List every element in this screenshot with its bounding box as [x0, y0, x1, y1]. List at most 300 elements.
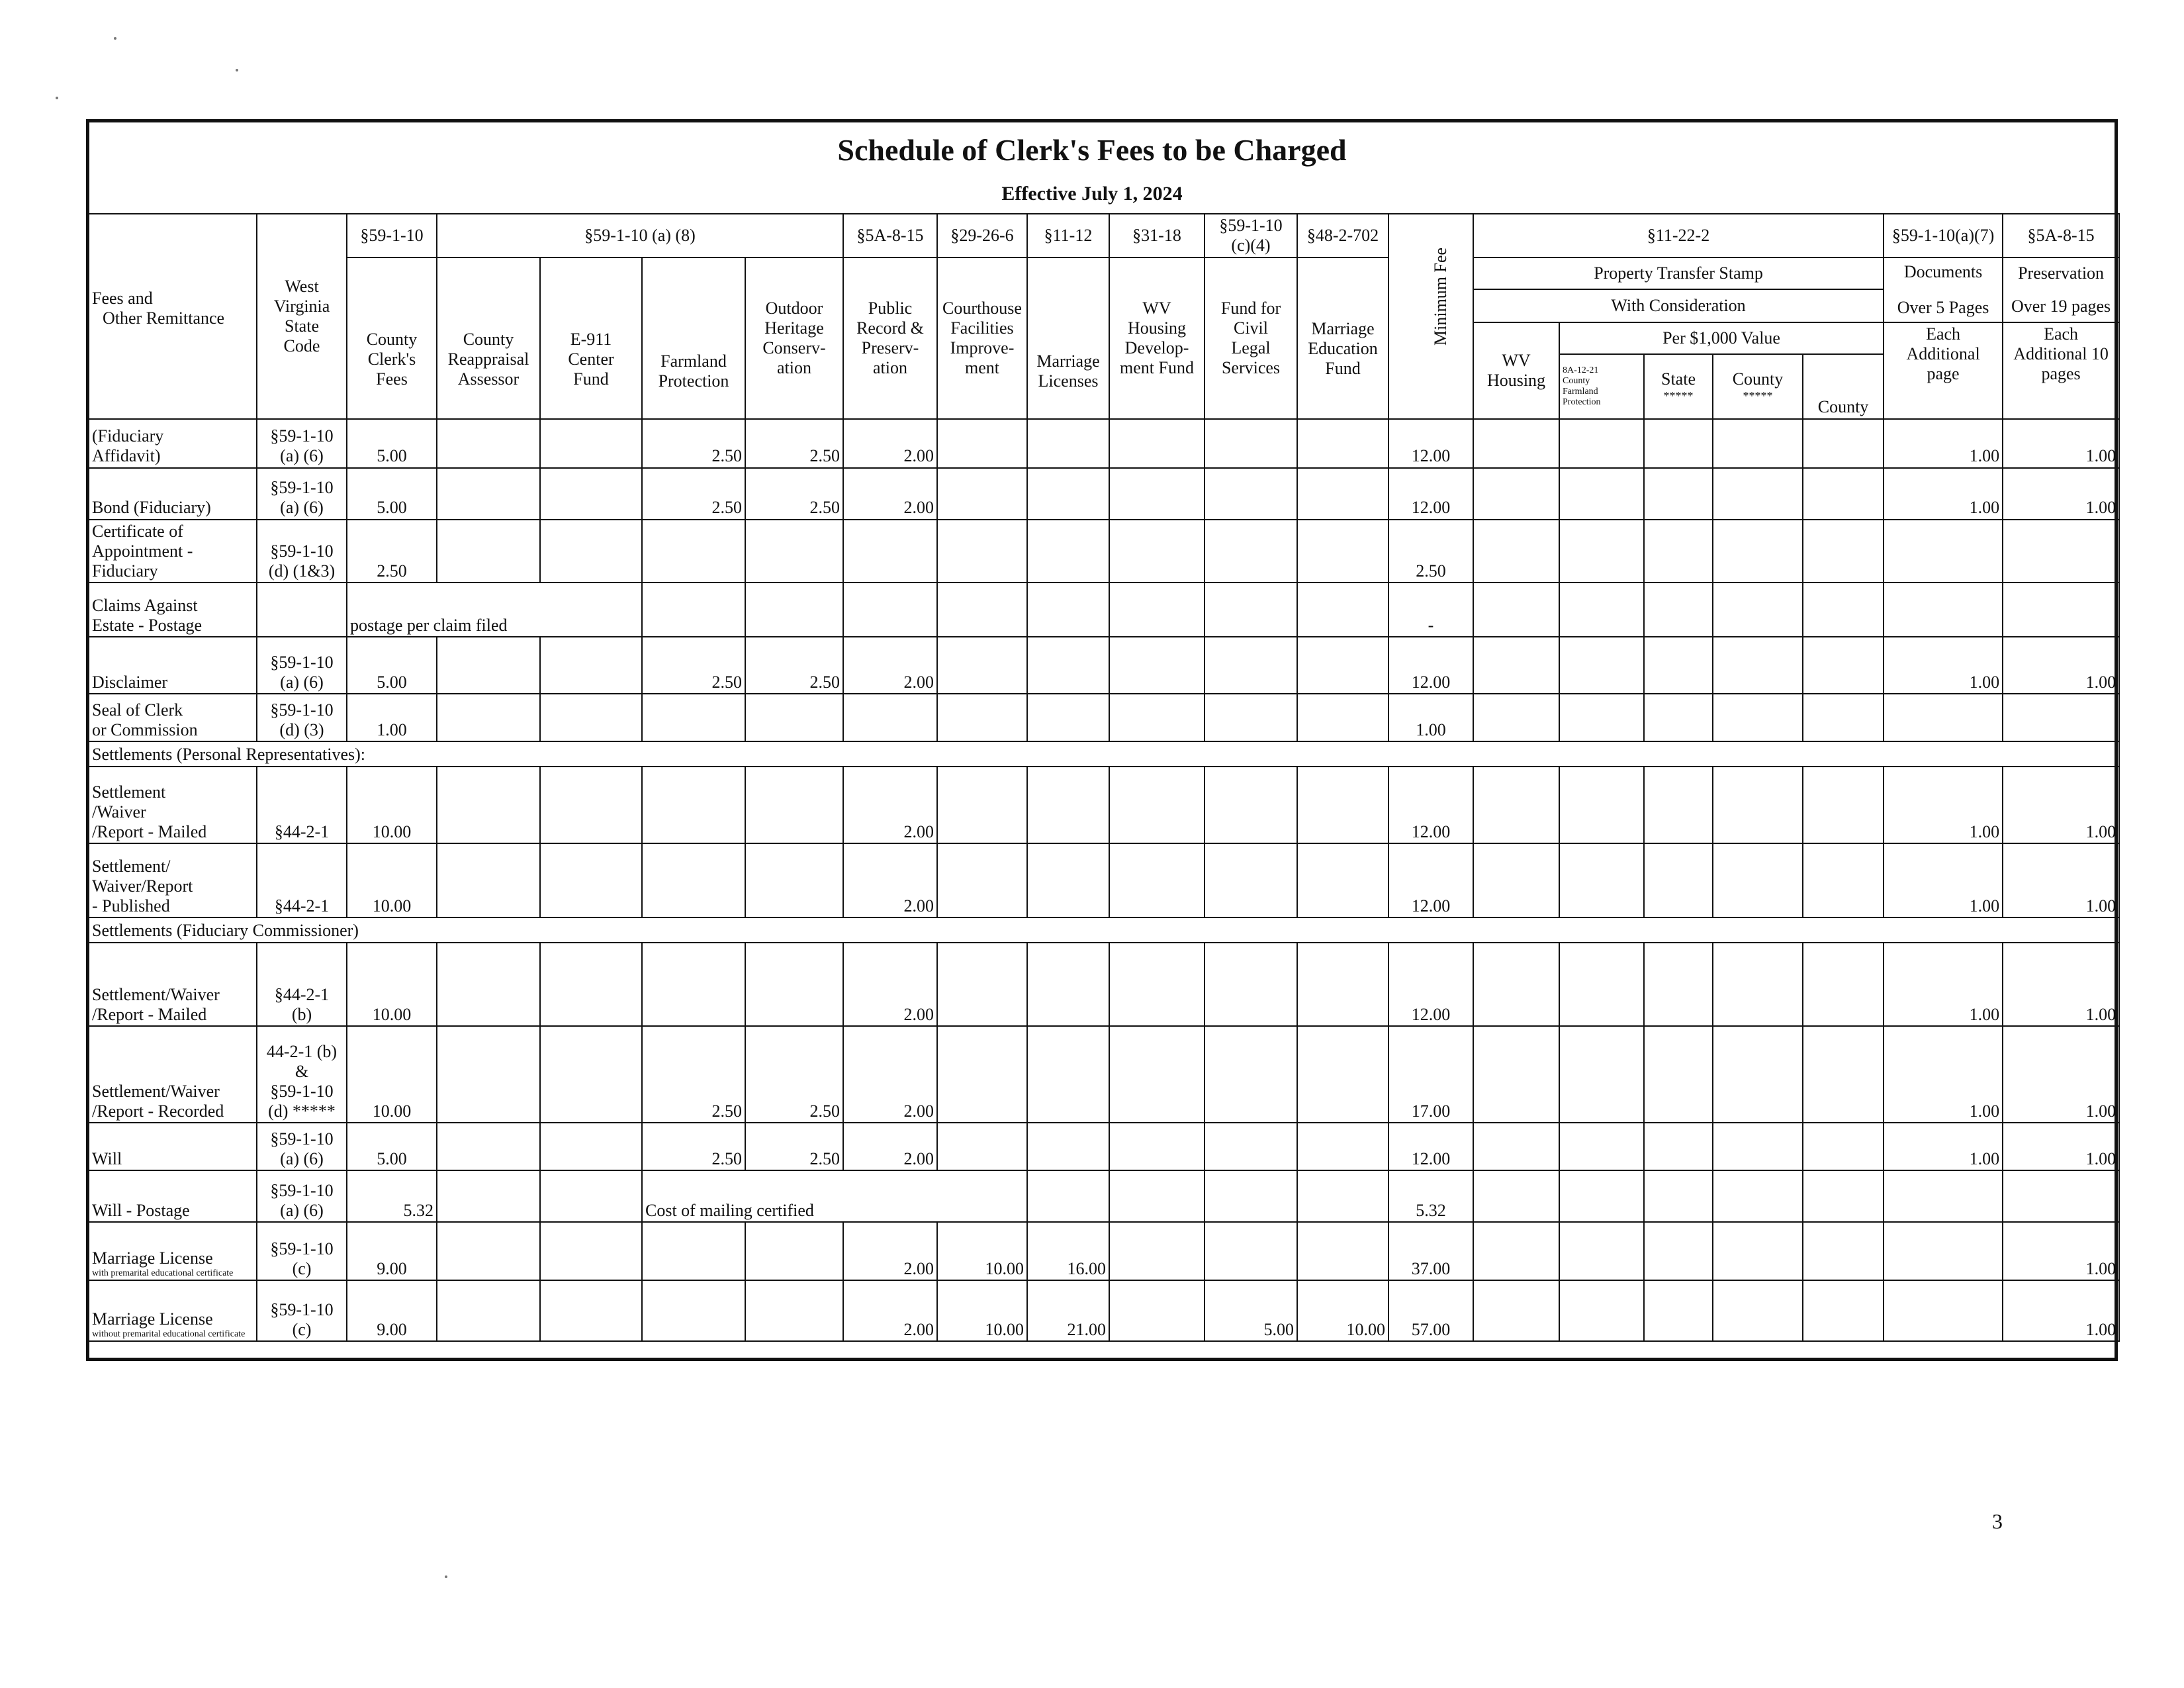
header-public-record	[843, 258, 937, 419]
header-each-additional-page	[1884, 322, 2003, 419]
fee-cell-courthouse	[937, 943, 1027, 1026]
table-row	[89, 1222, 2119, 1280]
fee-cell-docs: 1.00	[1884, 419, 2003, 468]
hdr-line: County	[366, 329, 418, 349]
fee-cell-mar-ed	[1297, 694, 1388, 741]
hdr-line: Preserv-	[861, 338, 919, 357]
fee-cell-outdoor	[745, 1222, 843, 1280]
fee-cell-civil: 5.00	[1205, 1280, 1297, 1341]
table-row	[89, 943, 2119, 1026]
state-code-line: (a) (6)	[280, 445, 324, 465]
fee-cell-farmland	[642, 583, 745, 637]
hdr-line: Courthouse	[942, 299, 1022, 318]
hdr-line: ation	[777, 357, 811, 377]
fee-cell-e911	[540, 943, 642, 1026]
fee-name	[89, 843, 257, 917]
state-code-line: §44-2-1	[274, 896, 330, 915]
fee-name-line: Settlement	[92, 782, 166, 802]
hdr-line: 8A-12-21	[1563, 365, 1599, 375]
fee-cell-county-star	[1713, 419, 1803, 468]
state-code	[257, 468, 347, 520]
fee-cell-public-record: 2.00	[843, 767, 937, 843]
fee-cell-public-record	[843, 694, 937, 741]
fee-cell-reappraisal	[437, 637, 540, 694]
state-code-line: (d) *****	[268, 1101, 336, 1121]
fee-cell-marriage	[1027, 520, 1109, 583]
hdr-line: Public	[868, 299, 913, 318]
fee-cell-state	[1644, 1280, 1713, 1341]
hdr-line: Additional	[1906, 344, 1980, 363]
fee-cell-county-star	[1713, 1222, 1803, 1280]
fee-name-sub: without premarital educational certificate	[92, 1329, 246, 1340]
fee-cell-marriage	[1027, 1026, 1109, 1123]
fee-cell-s8a	[1559, 419, 1644, 468]
minimum-fee-cell: 12.00	[1388, 767, 1473, 843]
fee-cell-wv-housing	[1473, 1123, 1559, 1170]
table-row	[89, 694, 2119, 741]
fee-name	[89, 694, 257, 741]
fee-name	[89, 1026, 257, 1123]
fee-cell-e911	[540, 1123, 642, 1170]
fee-cell-marriage	[1027, 583, 1109, 637]
header-marriage-licenses	[1027, 258, 1109, 419]
fee-cell-docs	[1884, 1170, 2003, 1222]
fee-cell-wv-housing	[1473, 843, 1559, 917]
state-code-line: (d) (1&3)	[268, 561, 336, 581]
fee-cell-pres: 1.00	[2003, 1280, 2119, 1341]
fee-cell-farmland	[642, 1280, 745, 1341]
hdr-line: Preservation	[2018, 263, 2105, 283]
fee-cell-pres: 1.00	[2003, 419, 2119, 468]
fee-cell-wv-housing	[1473, 1222, 1559, 1280]
state-code-line: (d) (3)	[279, 720, 324, 739]
fee-cell-outdoor: 2.50	[745, 1026, 843, 1123]
fee-cell-outdoor	[745, 1280, 843, 1341]
fee-cell-civil	[1205, 468, 1297, 520]
fee-cell-pres	[2003, 520, 2119, 583]
fee-cell-wv-housing	[1473, 767, 1559, 843]
header-property-transfer-stamp: Property Transfer Stamp	[1473, 258, 1884, 289]
fee-cell-civil	[1205, 694, 1297, 741]
minimum-fee-cell: 2.50	[1388, 520, 1473, 583]
minimum-fee-cell: 12.00	[1388, 1123, 1473, 1170]
fee-cell-clerk: 2.50	[347, 520, 437, 583]
fee-cell-state	[1644, 637, 1713, 694]
fee-name-line: Estate - Postage	[92, 615, 203, 635]
fee-cell-outdoor: 2.50	[745, 419, 843, 468]
fee-cell-marriage	[1027, 419, 1109, 468]
hdr-line: ation	[873, 357, 907, 377]
minimum-fee-cell: 12.00	[1388, 943, 1473, 1026]
fee-cell-courthouse	[937, 843, 1027, 917]
header-s29-26-6: §29-26-6	[937, 214, 1027, 258]
fee-cell-housing-dev	[1109, 520, 1205, 583]
fee-name	[89, 1222, 257, 1280]
fee-cell-e911	[540, 1222, 642, 1280]
fee-cell-pres: 1.00	[2003, 637, 2119, 694]
header-civil-legal	[1205, 258, 1297, 419]
fee-name	[89, 1170, 257, 1222]
fee-cell-clerk: 5.32	[347, 1170, 437, 1222]
fee-cell-civil	[1205, 1170, 1297, 1222]
fee-cell-reappraisal	[437, 1123, 540, 1170]
fee-cell-outdoor	[745, 583, 843, 637]
fee-cell-mar-ed: 10.00	[1297, 1280, 1388, 1341]
header-s59-1-10-a7: §59-1-10(a)(7)	[1884, 214, 2003, 258]
fee-cell-pres: 1.00	[2003, 1123, 2119, 1170]
fee-cell-state	[1644, 1123, 1713, 1170]
state-code-line: §59-1-10	[270, 652, 334, 672]
fee-cell-docs: 1.00	[1884, 1026, 2003, 1123]
state-code-line: (a) (6)	[280, 1149, 324, 1168]
header-wv-housing-dev	[1109, 258, 1205, 419]
fee-cell-courthouse	[937, 583, 1027, 637]
fee-name-line: /Report - Recorded	[92, 1101, 224, 1121]
minimum-fee-cell: 5.32	[1388, 1170, 1473, 1222]
hdr-line: pages	[2041, 363, 2081, 383]
header-documents	[1884, 258, 2003, 322]
fee-cell-state	[1644, 583, 1713, 637]
fee-name	[89, 767, 257, 843]
state-code-line: (c)	[292, 1319, 312, 1339]
fee-cell-county-star	[1713, 520, 1803, 583]
hdr-line: Over 5 Pages	[1897, 297, 1989, 317]
header-s5a-8-15-b: §5A-8-15	[2003, 214, 2119, 258]
fee-cell-county	[1803, 583, 1884, 637]
fee-cell-pres: 1.00	[2003, 943, 2119, 1026]
hdr-line: WV	[1502, 350, 1531, 370]
fee-cell-e911	[540, 1280, 642, 1341]
fee-cell-housing-dev	[1109, 1123, 1205, 1170]
hdr-line: Conserv-	[762, 338, 826, 357]
state-code-line: §44-2-1	[274, 821, 330, 841]
hdr-line: Fees	[376, 369, 408, 389]
hdr-line: Services	[1221, 357, 1281, 377]
hdr-line: WV	[1142, 299, 1171, 318]
fee-cell-civil	[1205, 1222, 1297, 1280]
header-s59-1-10: §59-1-10	[347, 214, 437, 258]
state-code-line: §59-1-10	[270, 1239, 334, 1258]
table-row	[89, 520, 2119, 583]
fee-cell-farmland	[642, 767, 745, 843]
fee-name-line: Affidavit)	[92, 445, 161, 465]
header-other-remittance: Other Remittance	[103, 308, 225, 328]
fee-cell-s8a	[1559, 1280, 1644, 1341]
fee-cell-e911	[540, 1026, 642, 1123]
state-code-line: §59-1-10	[270, 478, 334, 497]
state-code-line: §44-2-1	[274, 984, 330, 1004]
state-code	[257, 637, 347, 694]
fee-cell-courthouse	[937, 1026, 1027, 1123]
hdr-line: Education	[1308, 338, 1378, 358]
fee-cell-marriage	[1027, 637, 1109, 694]
hdr-line: *****	[1743, 389, 1773, 403]
fee-note: Cost of mailing certified	[642, 1170, 1027, 1222]
fee-cell-reappraisal	[437, 468, 540, 520]
fee-cell-wv-housing	[1473, 520, 1559, 583]
fee-name-line: /Report - Mailed	[92, 1004, 207, 1024]
header-wv-state-code	[257, 214, 347, 419]
fee-name-line: /Report - Mailed	[92, 821, 207, 841]
minimum-fee-cell: 12.00	[1388, 468, 1473, 520]
fee-name	[89, 637, 257, 694]
fee-cell-mar-ed	[1297, 583, 1388, 637]
header-per-1000-value: Per $1,000 Value	[1559, 322, 1884, 354]
hdr-line: Over 19 pages	[2011, 296, 2111, 316]
hdr-line: Code	[283, 336, 320, 355]
hdr-line: County	[463, 329, 514, 349]
minimum-fee-cell: 37.00	[1388, 1222, 1473, 1280]
fee-cell-outdoor	[745, 843, 843, 917]
fee-name-line: Will	[92, 1149, 122, 1168]
fee-cell-courthouse	[937, 419, 1027, 468]
header-s31-18: §31-18	[1109, 214, 1205, 258]
scan-speck	[236, 69, 238, 71]
fee-cell-clerk: 5.00	[347, 468, 437, 520]
hdr-line: ment	[965, 357, 999, 377]
fee-cell-docs: 1.00	[1884, 1123, 2003, 1170]
hdr-line: Center	[568, 349, 614, 369]
minimum-fee-cell: -	[1388, 583, 1473, 637]
hdr-line: West	[285, 277, 319, 297]
fee-cell-e911	[540, 637, 642, 694]
header-s59-1-10-c4: §59-1-10 (c)(4)	[1205, 214, 1297, 258]
fee-cell-county	[1803, 468, 1884, 520]
fee-cell-mar-ed	[1297, 767, 1388, 843]
header-s48-2-702: §48-2-702	[1297, 214, 1388, 258]
hdr-line: Marriage	[1036, 351, 1100, 371]
state-code	[257, 1222, 347, 1280]
fee-cell-farmland: 2.50	[642, 419, 745, 468]
fee-name-line: - Published	[92, 896, 170, 915]
fee-cell-e911	[540, 419, 642, 468]
section-row	[89, 741, 2119, 767]
fee-name-sub: with premarital educational certificate	[92, 1268, 234, 1279]
fee-cell-reappraisal	[437, 694, 540, 741]
header-preservation	[2003, 258, 2119, 322]
fee-cell-farmland	[642, 694, 745, 741]
effective-date: Effective July 1, 2024	[1001, 183, 1183, 205]
fee-cell-civil	[1205, 943, 1297, 1026]
fee-cell-marriage: 16.00	[1027, 1222, 1109, 1280]
fee-cell-pres: 1.00	[2003, 843, 2119, 917]
hdr-line: County	[1563, 375, 1590, 386]
fee-name-line: Settlement/	[92, 856, 171, 876]
hdr-line: Licenses	[1038, 371, 1099, 391]
fee-cell-docs	[1884, 1280, 2003, 1341]
fee-cell-s8a	[1559, 767, 1644, 843]
fee-cell-wv-housing	[1473, 637, 1559, 694]
minimum-fee-label: Minimum Fee	[1431, 247, 1451, 346]
state-code-line: §59-1-10	[270, 700, 334, 720]
hdr-line: Farmland	[1563, 386, 1598, 397]
state-code	[257, 943, 347, 1026]
fee-cell-farmland: 2.50	[642, 1026, 745, 1123]
fee-name	[89, 419, 257, 468]
fee-cell-state	[1644, 520, 1713, 583]
minimum-fee-cell: 17.00	[1388, 1026, 1473, 1123]
hdr-line: page	[1927, 363, 1960, 383]
fee-cell-state	[1644, 1170, 1713, 1222]
fee-cell-clerk: 5.00	[347, 1123, 437, 1170]
fee-cell-housing-dev	[1109, 767, 1205, 843]
fee-name	[89, 1280, 257, 1341]
table-row	[89, 1170, 2119, 1222]
fee-cell-docs	[1884, 694, 2003, 741]
fee-cell-wv-housing	[1473, 419, 1559, 468]
hdr-line: Housing	[1486, 370, 1546, 390]
minimum-fee-cell: 1.00	[1388, 694, 1473, 741]
fee-name-line: Marriage License	[92, 1248, 213, 1268]
fee-cell-civil	[1205, 843, 1297, 917]
state-code	[257, 767, 347, 843]
fee-cell-public-record	[843, 583, 937, 637]
fee-cell-wv-housing	[1473, 1170, 1559, 1222]
fee-cell-county-star	[1713, 468, 1803, 520]
state-code	[257, 1280, 347, 1341]
table-row	[89, 1123, 2119, 1170]
state-code-line: (c)	[292, 1258, 312, 1278]
fee-name-line: Settlement/Waiver	[92, 1081, 220, 1101]
fee-cell-s8a	[1559, 1222, 1644, 1280]
fee-cell-clerk: 10.00	[347, 943, 437, 1026]
fee-cell-s8a	[1559, 943, 1644, 1026]
fee-cell-marriage	[1027, 694, 1109, 741]
fee-cell-county-star	[1713, 767, 1803, 843]
fee-cell-wv-housing	[1473, 583, 1559, 637]
fee-cell-reappraisal	[437, 943, 540, 1026]
fee-cell-public-record: 2.00	[843, 468, 937, 520]
fee-cell-e911	[540, 694, 642, 741]
fee-cell-outdoor	[745, 943, 843, 1026]
header-marriage-education	[1297, 258, 1388, 419]
hdr-line: E-911	[570, 329, 612, 349]
table-row	[89, 419, 2119, 468]
table-row	[89, 583, 2119, 637]
hdr-line: Marriage	[1311, 318, 1375, 338]
state-code-line: (b)	[291, 1004, 312, 1024]
fee-cell-housing-dev	[1109, 583, 1205, 637]
header-s59-1-10-a8: §59-1-10 (a) (8)	[437, 214, 843, 258]
fee-cell-s8a	[1559, 583, 1644, 637]
fee-name-line: Appointment -	[92, 541, 193, 561]
fee-name-line: Disclaimer	[92, 672, 168, 692]
fee-cell-civil	[1205, 520, 1297, 583]
fee-name-line: Fiduciary	[92, 561, 158, 581]
fee-cell-county-star	[1713, 694, 1803, 741]
fee-cell-reappraisal	[437, 1026, 540, 1123]
fee-cell-farmland: 2.50	[642, 637, 745, 694]
state-code-line: &	[295, 1061, 309, 1081]
fee-cell-county-star	[1713, 1123, 1803, 1170]
fee-cell-clerk: 10.00	[347, 843, 437, 917]
minimum-fee-cell: 57.00	[1388, 1280, 1473, 1341]
header-farmland	[642, 258, 745, 419]
fee-cell-public-record: 2.00	[843, 1222, 937, 1280]
fee-cell-civil	[1205, 1123, 1297, 1170]
fee-cell-county	[1803, 843, 1884, 917]
fee-cell-wv-housing	[1473, 1280, 1559, 1341]
scan-speck	[445, 1575, 447, 1578]
section-heading: Settlements (Fiduciary Commissioner)	[89, 917, 2119, 943]
fee-cell-marriage	[1027, 943, 1109, 1026]
fee-cell-farmland	[642, 1222, 745, 1280]
fee-cell-clerk: 10.00	[347, 1026, 437, 1123]
table-row	[89, 637, 2119, 694]
fee-cell-county	[1803, 637, 1884, 694]
fee-cell-state	[1644, 1222, 1713, 1280]
fee-cell-public-record	[843, 520, 937, 583]
fee-cell-s8a	[1559, 1123, 1644, 1170]
hdr-line: Protection	[658, 371, 729, 391]
fee-cell-docs: 1.00	[1884, 468, 2003, 520]
header-county-reappraisal	[437, 258, 540, 419]
fee-cell-public-record: 2.00	[843, 1026, 937, 1123]
fee-cell-state	[1644, 1026, 1713, 1123]
hdr-line: Farmland	[660, 351, 727, 371]
fee-cell-housing-dev	[1109, 468, 1205, 520]
fee-cell-marriage	[1027, 1123, 1109, 1170]
fee-cell-farmland	[642, 943, 745, 1026]
header-county: County	[1803, 354, 1884, 419]
scan-speck	[114, 37, 116, 40]
fee-cell-e911	[540, 520, 642, 583]
fee-cell-state	[1644, 843, 1713, 917]
header-outdoor	[745, 258, 843, 419]
fee-cell-housing-dev	[1109, 843, 1205, 917]
fee-cell-outdoor	[745, 520, 843, 583]
fee-cell-outdoor	[745, 767, 843, 843]
fee-cell-outdoor: 2.50	[745, 637, 843, 694]
fee-cell-mar-ed	[1297, 1123, 1388, 1170]
fee-cell-courthouse: 10.00	[937, 1222, 1027, 1280]
hdr-line: Outdoor	[765, 299, 823, 318]
fee-cell-mar-ed	[1297, 843, 1388, 917]
fee-cell-pres: 1.00	[2003, 468, 2119, 520]
fee-cell-docs	[1884, 583, 2003, 637]
fee-cell-civil	[1205, 767, 1297, 843]
fee-name	[89, 468, 257, 520]
fee-cell-reappraisal	[437, 767, 540, 843]
page-title: Schedule of Clerk's Fees to be Charged	[837, 133, 1347, 167]
fee-cell-public-record: 2.00	[843, 419, 937, 468]
state-code-line: §59-1-10	[270, 426, 334, 445]
fee-cell-docs: 1.00	[1884, 767, 2003, 843]
fee-cell-farmland	[642, 843, 745, 917]
header-fees-and-other-remittance	[89, 214, 257, 419]
fee-cell-state	[1644, 419, 1713, 468]
fee-cell-s8a	[1559, 520, 1644, 583]
fee-cell-county-star	[1713, 637, 1803, 694]
hdr-line: Fund	[573, 369, 609, 389]
state-code	[257, 583, 347, 637]
fee-cell-county	[1803, 694, 1884, 741]
header-county-star	[1713, 354, 1803, 419]
state-code-line: §59-1-10	[270, 1299, 334, 1319]
state-code	[257, 1170, 347, 1222]
state-code	[257, 1026, 347, 1123]
fee-cell-reappraisal	[437, 1170, 540, 1222]
fee-cell-courthouse	[937, 694, 1027, 741]
fee-name	[89, 1123, 257, 1170]
fee-cell-mar-ed	[1297, 637, 1388, 694]
fee-cell-public-record: 2.00	[843, 943, 937, 1026]
fee-name-line: Claims Against	[92, 595, 198, 615]
fee-cell-s8a	[1559, 468, 1644, 520]
fee-cell-county	[1803, 943, 1884, 1026]
fee-cell-farmland: 2.50	[642, 468, 745, 520]
fee-cell-courthouse	[937, 520, 1027, 583]
